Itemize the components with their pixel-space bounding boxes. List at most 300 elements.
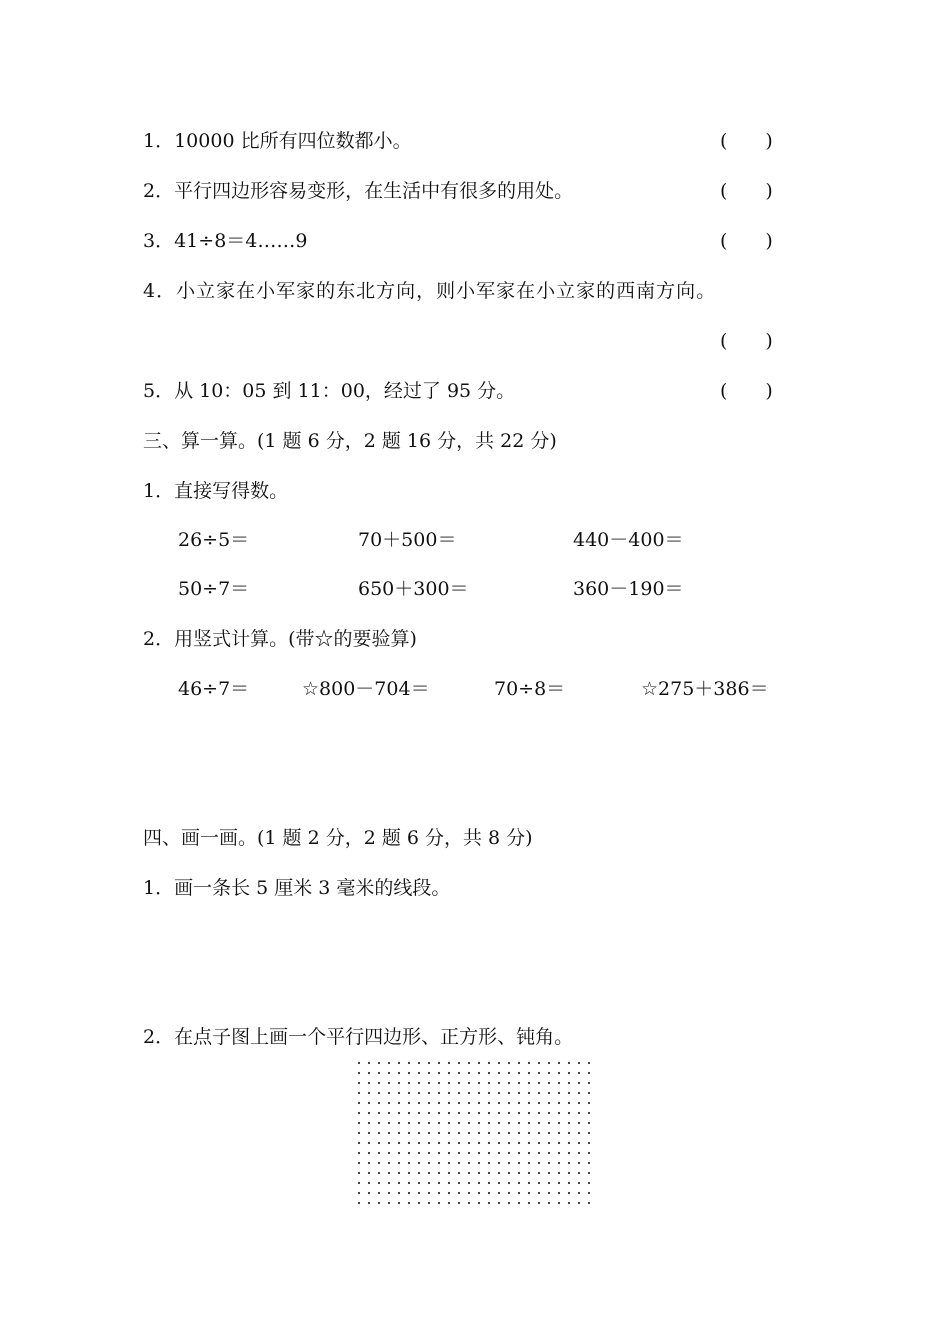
grid-dot [528, 1152, 530, 1154]
calc-expr: 440－400＝ [573, 529, 684, 551]
grid-dot [408, 1172, 410, 1174]
grid-dot [418, 1142, 420, 1144]
grid-dot [568, 1102, 570, 1104]
grid-dot [378, 1132, 380, 1134]
grid-dot [468, 1172, 470, 1174]
grid-dot [358, 1162, 360, 1164]
grid-dot [558, 1132, 560, 1134]
grid-dot [538, 1132, 540, 1134]
grid-dot [538, 1082, 540, 1084]
grid-dot [418, 1082, 420, 1084]
grid-dot [398, 1202, 400, 1204]
grid-dot [578, 1062, 580, 1064]
grid-dot [498, 1172, 500, 1174]
grid-dot [458, 1132, 460, 1134]
grid-dot [368, 1182, 370, 1184]
grid-dot [508, 1152, 510, 1154]
grid-dot [448, 1152, 450, 1154]
grid-dot [458, 1142, 460, 1144]
grid-dot [448, 1062, 450, 1064]
grid-dot [378, 1112, 380, 1114]
grid-dot [578, 1092, 580, 1094]
grid-dot [528, 1192, 530, 1194]
grid-dot [438, 1122, 440, 1124]
grid-dot [378, 1152, 380, 1154]
grid-dot [378, 1122, 380, 1124]
grid-dot [418, 1102, 420, 1104]
grid-dot [358, 1172, 360, 1174]
grid-dot [438, 1172, 440, 1174]
grid-dot [368, 1162, 370, 1164]
grid-dot [458, 1082, 460, 1084]
grid-dot [428, 1122, 430, 1124]
grid-dot [388, 1102, 390, 1104]
grid-dot [528, 1102, 530, 1104]
grid-dot [548, 1072, 550, 1074]
grid-dot [368, 1072, 370, 1074]
grid-dot [518, 1142, 520, 1144]
grid-dot [468, 1192, 470, 1194]
grid-dot [508, 1062, 510, 1064]
grid-dot [488, 1112, 490, 1114]
grid-dot [578, 1182, 580, 1184]
grid-dot [448, 1142, 450, 1144]
grid-dot [358, 1152, 360, 1154]
grid-dot [388, 1132, 390, 1134]
grid-dot [498, 1162, 500, 1164]
grid-dot [428, 1162, 430, 1164]
grid-dot [378, 1062, 380, 1064]
grid-dot [518, 1132, 520, 1134]
grid-dot [358, 1182, 360, 1184]
grid-dot [458, 1072, 460, 1074]
grid-dot [458, 1172, 460, 1174]
grid-dot [518, 1122, 520, 1124]
grid-dot [448, 1202, 450, 1204]
grid-dot [408, 1152, 410, 1154]
grid-dot [548, 1202, 550, 1204]
grid-dot [368, 1132, 370, 1134]
grid-dot [468, 1112, 470, 1114]
grid-dot [438, 1062, 440, 1064]
grid-dot [438, 1142, 440, 1144]
grid-dot [458, 1202, 460, 1204]
grid-dot [468, 1202, 470, 1204]
grid-dot [568, 1192, 570, 1194]
grid-dot [468, 1062, 470, 1064]
grid-dot [408, 1202, 410, 1204]
grid-dot [558, 1102, 560, 1104]
grid-dot [568, 1112, 570, 1114]
grid-dot [448, 1182, 450, 1184]
grid-dot [418, 1072, 420, 1074]
grid-dot [398, 1132, 400, 1134]
answer-paren-4[interactable]: ( ) [720, 330, 773, 352]
grid-dot [438, 1202, 440, 1204]
grid-dot [358, 1122, 360, 1124]
grid-dot [358, 1132, 360, 1134]
grid-dot [368, 1102, 370, 1104]
grid-dot [448, 1172, 450, 1174]
grid-dot [388, 1162, 390, 1164]
grid-dot [558, 1062, 560, 1064]
calc-expr: 26÷5＝ [178, 529, 250, 551]
grid-dot [478, 1182, 480, 1184]
grid-dot [588, 1152, 590, 1154]
grid-dot [578, 1112, 580, 1114]
grid-dot [438, 1192, 440, 1194]
s3-q1-label: 1．直接写得数。 [143, 480, 289, 502]
grid-dot [538, 1092, 540, 1094]
grid-dot [398, 1182, 400, 1184]
grid-dot [528, 1122, 530, 1124]
grid-dot [388, 1092, 390, 1094]
grid-dot [588, 1122, 590, 1124]
grid-dot [488, 1202, 490, 1204]
grid-dot [468, 1102, 470, 1104]
grid-dot [508, 1122, 510, 1124]
grid-dot [388, 1112, 390, 1114]
grid-dot [398, 1122, 400, 1124]
grid-dot [568, 1142, 570, 1144]
grid-dot [548, 1092, 550, 1094]
grid-dot [528, 1202, 530, 1204]
grid-dot [478, 1162, 480, 1164]
grid-dot [428, 1092, 430, 1094]
answer-paren-3[interactable]: ( ) [720, 230, 773, 252]
grid-dot [528, 1062, 530, 1064]
grid-dot [368, 1152, 370, 1154]
grid-dot [398, 1092, 400, 1094]
grid-dot [378, 1182, 380, 1184]
grid-dot [418, 1062, 420, 1064]
grid-dot [558, 1202, 560, 1204]
grid-dot [428, 1112, 430, 1114]
grid-dot [378, 1162, 380, 1164]
section-3-title: 三、算一算。(1 题 6 分，2 题 16 分，共 22 分) [143, 430, 557, 452]
grid-dot [458, 1162, 460, 1164]
grid-dot [498, 1202, 500, 1204]
grid-dot [378, 1072, 380, 1074]
grid-dot [378, 1092, 380, 1094]
grid-dot [588, 1082, 590, 1084]
grid-dot [508, 1202, 510, 1204]
grid-dot [568, 1072, 570, 1074]
grid-dot [558, 1122, 560, 1124]
grid-dot [388, 1072, 390, 1074]
grid-dot [418, 1132, 420, 1134]
grid-dot [508, 1182, 510, 1184]
grid-dot [578, 1202, 580, 1204]
grid-dot [548, 1112, 550, 1114]
grid-dot [548, 1102, 550, 1104]
grid-dot [498, 1192, 500, 1194]
grid-dot [488, 1172, 490, 1174]
grid-dot [518, 1172, 520, 1174]
grid-dot [538, 1202, 540, 1204]
vertical-calc-expr: 46÷7＝ [178, 678, 250, 700]
grid-dot [428, 1172, 430, 1174]
grid-dot [488, 1132, 490, 1134]
grid-dot [368, 1192, 370, 1194]
grid-dot [408, 1182, 410, 1184]
grid-dot [488, 1162, 490, 1164]
grid-dot [588, 1112, 590, 1114]
grid-dot [548, 1132, 550, 1134]
grid-dot [358, 1062, 360, 1064]
grid-dot [428, 1192, 430, 1194]
grid-dot [378, 1102, 380, 1104]
grid-dot [578, 1142, 580, 1144]
grid-dot [448, 1122, 450, 1124]
grid-dot [488, 1082, 490, 1084]
grid-dot [368, 1122, 370, 1124]
grid-dot [548, 1162, 550, 1164]
grid-dot [448, 1112, 450, 1114]
grid-dot [448, 1132, 450, 1134]
grid-dot [398, 1192, 400, 1194]
grid-dot [398, 1172, 400, 1174]
grid-dot [448, 1162, 450, 1164]
grid-dot [578, 1162, 580, 1164]
item-5-text: 5．从 10：05 到 11：00，经过了 95 分。 [143, 380, 516, 402]
grid-dot [388, 1192, 390, 1194]
grid-dot [568, 1122, 570, 1124]
grid-dot [408, 1082, 410, 1084]
grid-dot [498, 1182, 500, 1184]
grid-dot [418, 1122, 420, 1124]
item-1-text: 1．10000 比所有四位数都小。 [143, 130, 412, 152]
grid-dot [418, 1152, 420, 1154]
grid-dot [488, 1152, 490, 1154]
grid-dot [508, 1082, 510, 1084]
grid-dot [378, 1202, 380, 1204]
grid-dot [508, 1172, 510, 1174]
grid-dot [438, 1182, 440, 1184]
grid-dot [448, 1102, 450, 1104]
grid-dot [578, 1172, 580, 1174]
answer-paren-2[interactable]: ( ) [720, 180, 773, 202]
grid-dot [448, 1092, 450, 1094]
grid-dot [478, 1152, 480, 1154]
grid-dot [588, 1072, 590, 1074]
grid-dot [398, 1062, 400, 1064]
grid-dot [478, 1102, 480, 1104]
grid-dot [588, 1132, 590, 1134]
grid-dot [458, 1112, 460, 1114]
grid-dot [558, 1082, 560, 1084]
grid-dot [498, 1152, 500, 1154]
grid-dot [538, 1162, 540, 1164]
grid-dot [528, 1172, 530, 1174]
grid-dot [518, 1192, 520, 1194]
grid-dot [398, 1072, 400, 1074]
grid-dot [378, 1142, 380, 1144]
grid-dot [528, 1112, 530, 1114]
grid-dot [518, 1102, 520, 1104]
grid-dot [368, 1082, 370, 1084]
grid-dot [488, 1062, 490, 1064]
grid-dot [528, 1162, 530, 1164]
grid-dot [408, 1122, 410, 1124]
grid-dot [418, 1202, 420, 1204]
grid-dot [458, 1182, 460, 1184]
grid-dot [358, 1142, 360, 1144]
grid-dot [378, 1082, 380, 1084]
grid-dot [428, 1102, 430, 1104]
grid-dot [438, 1082, 440, 1084]
grid-dot [368, 1062, 370, 1064]
grid-dot [368, 1172, 370, 1174]
grid-dot [368, 1142, 370, 1144]
grid-dot [448, 1082, 450, 1084]
grid-dot [538, 1142, 540, 1144]
grid-dot [368, 1202, 370, 1204]
grid-dot [358, 1072, 360, 1074]
grid-dot [498, 1142, 500, 1144]
grid-dot [568, 1092, 570, 1094]
grid-dot [468, 1152, 470, 1154]
grid-dot [388, 1202, 390, 1204]
grid-dot [488, 1122, 490, 1124]
grid-dot [408, 1162, 410, 1164]
item-2-text: 2．平行四边形容易变形，在生活中有很多的用处。 [143, 180, 574, 202]
grid-dot [588, 1172, 590, 1174]
grid-dot [448, 1192, 450, 1194]
grid-dot [588, 1092, 590, 1094]
grid-dot [558, 1092, 560, 1094]
grid-dot [578, 1072, 580, 1074]
grid-dot [558, 1182, 560, 1184]
grid-dot [528, 1072, 530, 1074]
grid-dot [398, 1152, 400, 1154]
grid-dot [478, 1142, 480, 1144]
grid-dot [468, 1072, 470, 1074]
grid-dot [548, 1122, 550, 1124]
grid-dot [528, 1082, 530, 1084]
grid-dot [568, 1132, 570, 1134]
grid-dot [528, 1142, 530, 1144]
grid-dot [548, 1082, 550, 1084]
grid-dot [398, 1162, 400, 1164]
grid-dot [578, 1192, 580, 1194]
grid-dot [368, 1092, 370, 1094]
grid-dot [488, 1092, 490, 1094]
grid-dot [428, 1132, 430, 1134]
grid-dot [428, 1202, 430, 1204]
grid-dot [548, 1152, 550, 1154]
grid-dot [478, 1072, 480, 1074]
grid-dot [358, 1112, 360, 1114]
grid-dot [438, 1092, 440, 1094]
dot-grid[interactable] [356, 1060, 596, 1210]
grid-dot [508, 1142, 510, 1144]
grid-dot [498, 1132, 500, 1134]
grid-dot [558, 1072, 560, 1074]
grid-dot [478, 1192, 480, 1194]
grid-dot [428, 1142, 430, 1144]
grid-dot [448, 1072, 450, 1074]
grid-dot [578, 1082, 580, 1084]
grid-dot [408, 1112, 410, 1114]
grid-dot [418, 1092, 420, 1094]
grid-dot [398, 1102, 400, 1104]
grid-dot [478, 1202, 480, 1204]
grid-dot [588, 1062, 590, 1064]
grid-dot [548, 1172, 550, 1174]
grid-dot [578, 1152, 580, 1154]
grid-dot [418, 1112, 420, 1114]
grid-dot [388, 1082, 390, 1084]
grid-dot [518, 1062, 520, 1064]
grid-dot [568, 1172, 570, 1174]
grid-dot [498, 1072, 500, 1074]
grid-dot [358, 1192, 360, 1194]
grid-dot [458, 1102, 460, 1104]
grid-dot [388, 1062, 390, 1064]
grid-dot [388, 1142, 390, 1144]
grid-dot [458, 1062, 460, 1064]
answer-paren-1[interactable]: ( ) [720, 130, 773, 152]
item-3-text: 3．41÷8＝4……9 [143, 230, 308, 252]
grid-dot [588, 1192, 590, 1194]
grid-dot [478, 1122, 480, 1124]
grid-dot [418, 1192, 420, 1194]
grid-dot [438, 1112, 440, 1114]
grid-dot [568, 1202, 570, 1204]
grid-dot [498, 1082, 500, 1084]
grid-dot [588, 1102, 590, 1104]
grid-dot [508, 1192, 510, 1194]
grid-dot [388, 1152, 390, 1154]
grid-dot [548, 1062, 550, 1064]
grid-dot [508, 1072, 510, 1074]
grid-dot [568, 1062, 570, 1064]
grid-dot [508, 1132, 510, 1134]
grid-dot [528, 1182, 530, 1184]
grid-dot [408, 1142, 410, 1144]
grid-dot [488, 1142, 490, 1144]
grid-dot [538, 1102, 540, 1104]
grid-dot [568, 1152, 570, 1154]
grid-dot [518, 1162, 520, 1164]
grid-dot [588, 1182, 590, 1184]
s4-q1-text: 1．画一条长 5 厘米 3 毫米的线段。 [143, 877, 451, 899]
grid-dot [518, 1072, 520, 1074]
s4-q2-text: 2．在点子图上画一个平行四边形、正方形、钝角。 [143, 1026, 574, 1048]
grid-dot [568, 1162, 570, 1164]
grid-dot [368, 1112, 370, 1114]
grid-dot [588, 1162, 590, 1164]
grid-dot [518, 1112, 520, 1114]
grid-dot [498, 1062, 500, 1064]
grid-dot [508, 1092, 510, 1094]
grid-dot [568, 1082, 570, 1084]
grid-dot [558, 1162, 560, 1164]
grid-dot [518, 1152, 520, 1154]
grid-dot [468, 1182, 470, 1184]
grid-dot [538, 1182, 540, 1184]
grid-dot [578, 1132, 580, 1134]
grid-dot [488, 1182, 490, 1184]
grid-dot [478, 1172, 480, 1174]
grid-dot [558, 1142, 560, 1144]
grid-dot [518, 1092, 520, 1094]
grid-dot [468, 1132, 470, 1134]
grid-dot [468, 1162, 470, 1164]
grid-dot [418, 1172, 420, 1174]
answer-paren-5[interactable]: ( ) [720, 380, 773, 402]
